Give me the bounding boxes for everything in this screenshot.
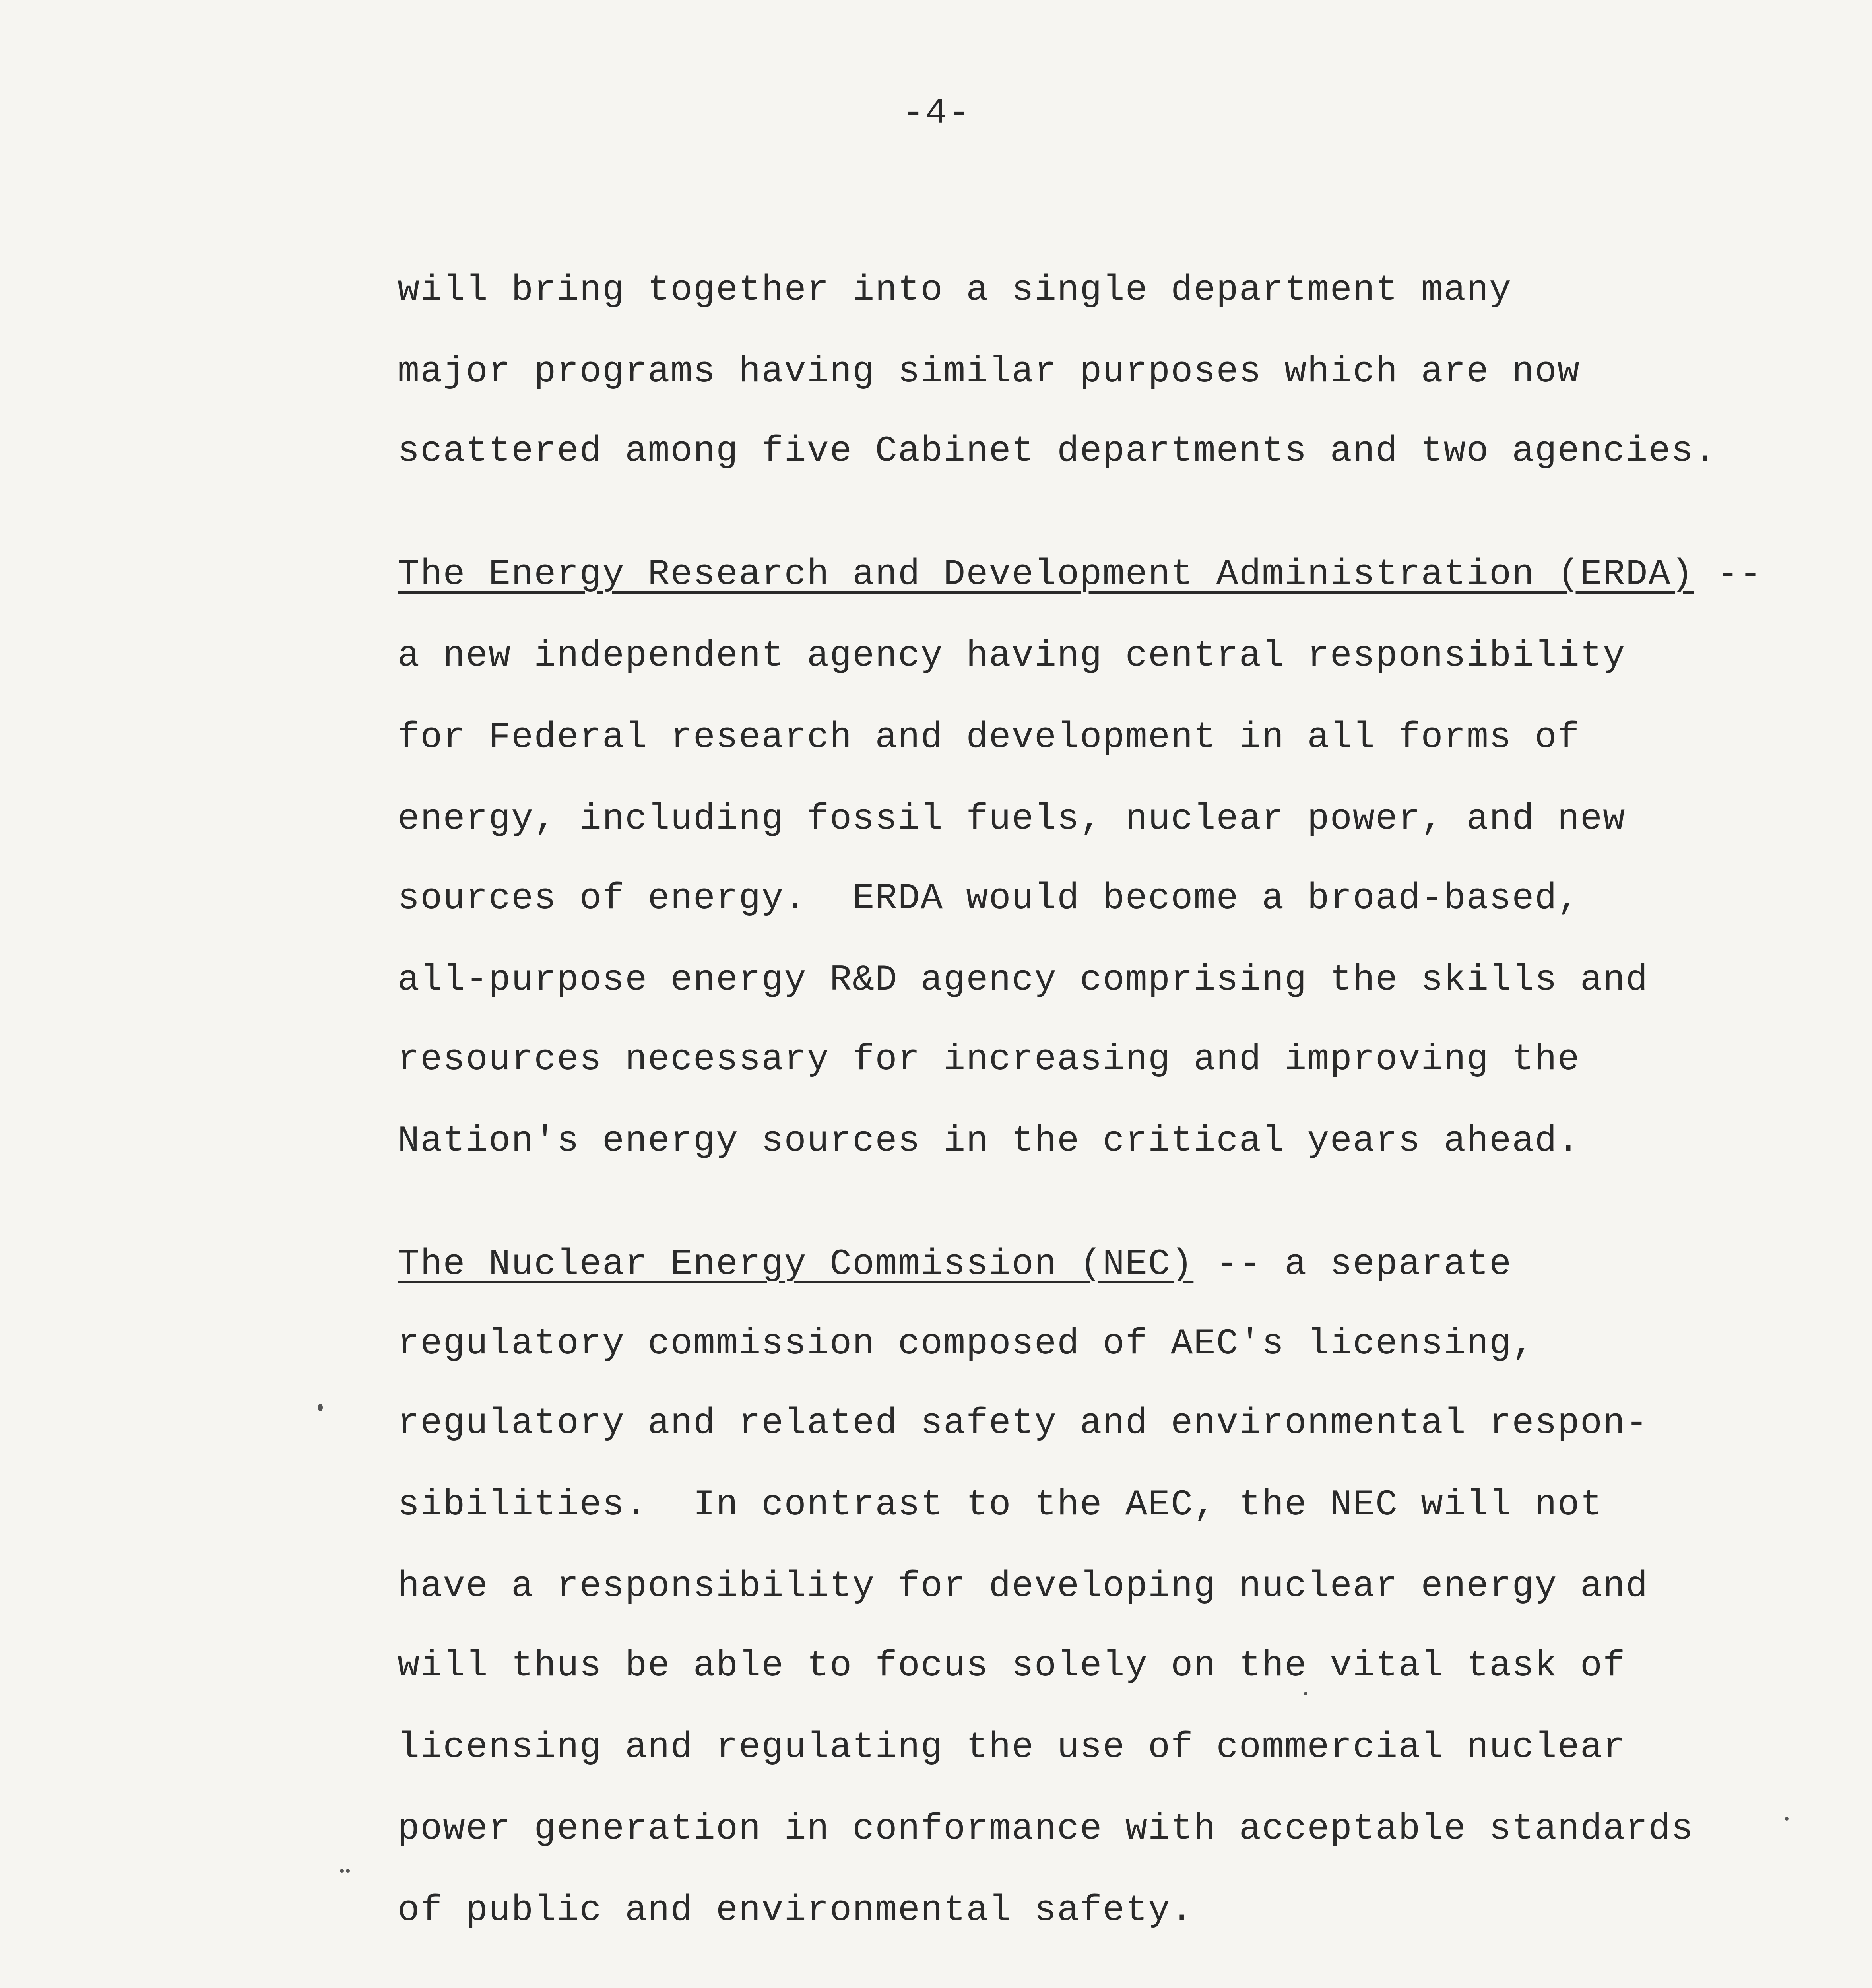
- erda-line: a new independent agency having central responsibility: [398, 635, 1626, 677]
- scan-speck: [346, 1869, 350, 1873]
- erda-line: sources of energy. ERDA would become a broad-based,: [398, 878, 1580, 919]
- nec-line: licensing and regulating the use of commercial nuclear: [398, 1726, 1626, 1768]
- erda-line: Nation's energy sources in the critical years ahead.: [398, 1120, 1580, 1162]
- nec-heading: The Nuclear Energy Commission (NEC): [398, 1243, 1194, 1285]
- nec-line: of public and environmental safety.: [398, 1889, 1194, 1931]
- erda-line: all-purpose energy R&D agency comprising the skills and: [398, 959, 1649, 1001]
- page-number: -4-: [902, 92, 971, 134]
- erda-line: for Federal research and development in all forms of: [398, 716, 1580, 758]
- erda-heading-dash: --: [1694, 553, 1762, 595]
- intro-line: scattered among five Cabinet departments and two agencies.: [398, 430, 1717, 472]
- nec-line: will thus be able to focus solely on the vital task of: [398, 1645, 1626, 1687]
- erda-line: energy, including fossil fuels, nuclear power, and new: [398, 798, 1626, 840]
- nec-line: power generation in conformance with acceptable standards: [398, 1808, 1694, 1850]
- nec-line: sibilities. In contrast to the AEC, the NEC will not: [398, 1484, 1603, 1526]
- nec-heading-suffix: -- a separate: [1193, 1243, 1512, 1285]
- scan-speck: [318, 1404, 323, 1411]
- nec-line: regulatory commission composed of AEC's licensing,: [398, 1323, 1535, 1365]
- scan-speck: [340, 1869, 344, 1873]
- erda-line: resources necessary for increasing and improving the: [398, 1039, 1580, 1080]
- intro-line: major programs having similar purposes which are now: [398, 351, 1580, 392]
- scan-speck: [1785, 1817, 1789, 1821]
- nec-heading-line: [398, 1241, 1512, 1288]
- erda-heading-line: [398, 551, 1762, 598]
- nec-line: have a responsibility for developing nuclear energy and: [398, 1565, 1649, 1607]
- intro-line: will bring together into a single department many: [398, 269, 1512, 311]
- erda-heading: The Energy Research and Development Administration (ERDA): [398, 553, 1694, 595]
- scan-speck: [1304, 1692, 1307, 1695]
- nec-line: regulatory and related safety and environmental respon-: [398, 1402, 1649, 1444]
